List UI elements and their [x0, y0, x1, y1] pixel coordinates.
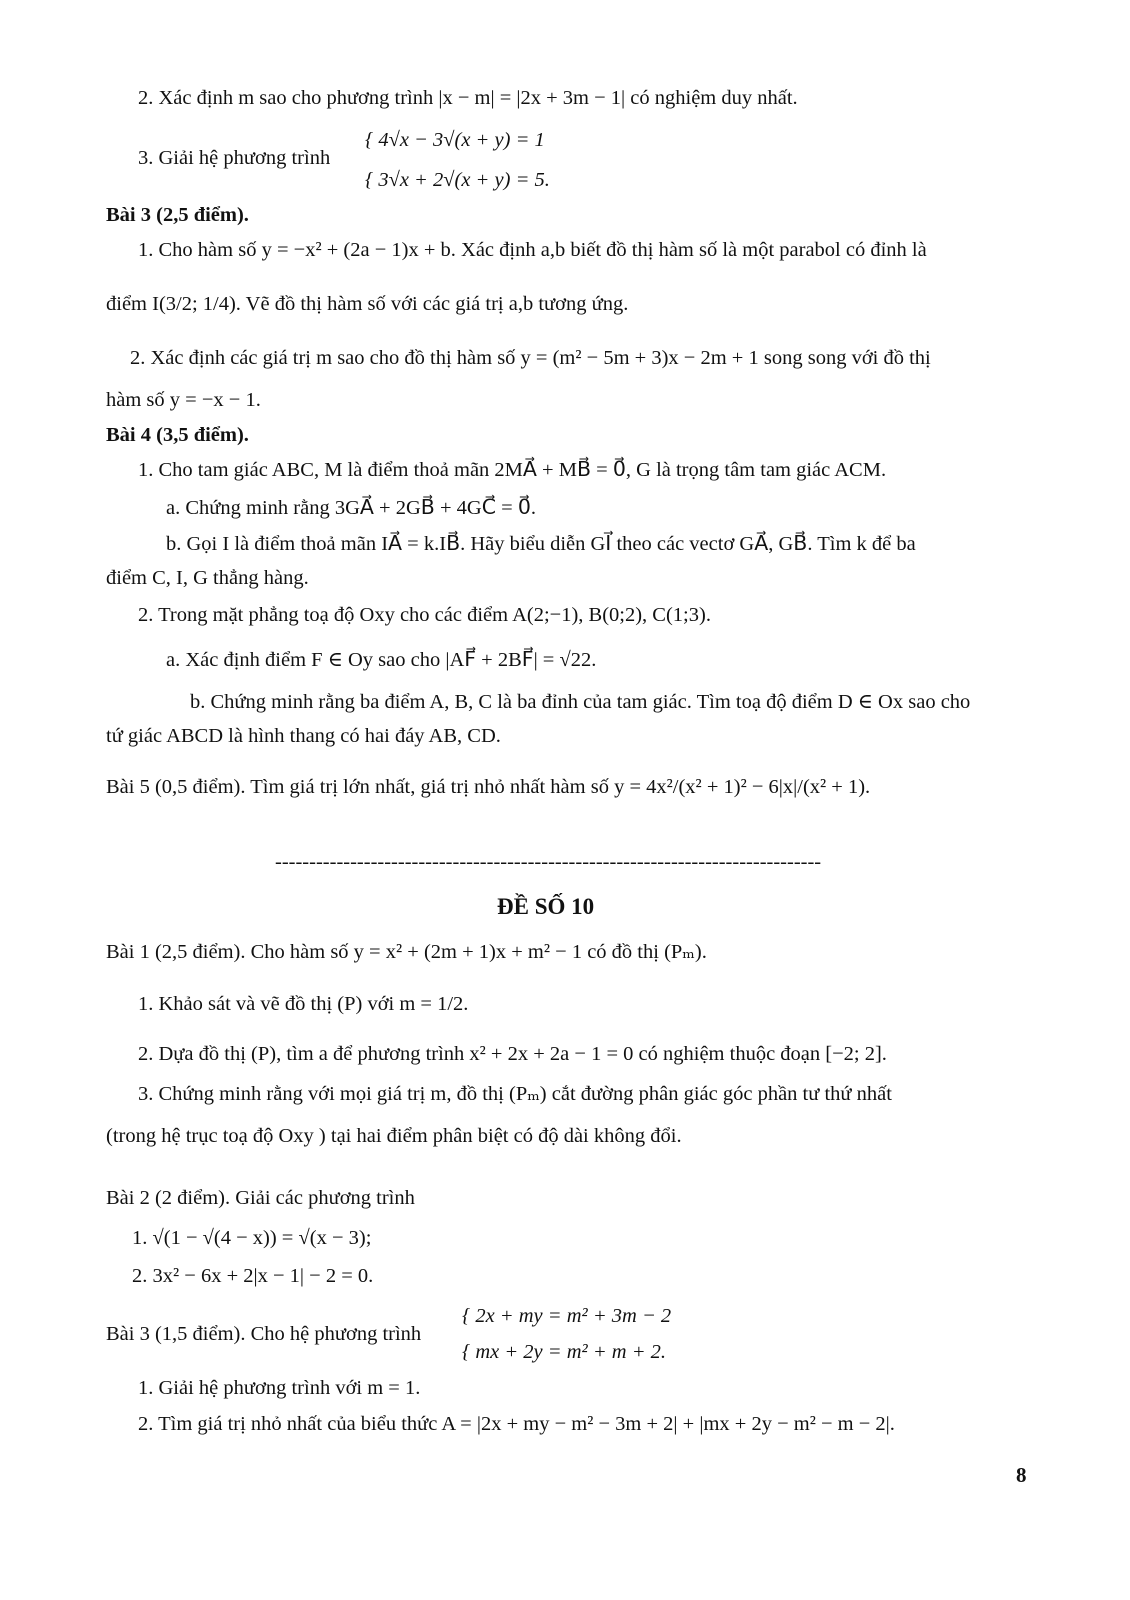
- line-25: 3. Chứng minh rằng với mọi giá trị m, đồ thị (Pₘ) cắt đường phân giác góc phần tư thứ nhất: [138, 1083, 892, 1105]
- section-heading: Bài 4 (3,5 điểm).: [106, 424, 249, 446]
- line-12: a. Chứng minh rằng 3GA⃗ + 2GB⃗ + 4GC⃗ = 0⃗.: [166, 497, 536, 519]
- line-15: 2. Trong mặt phẳng toạ độ Oxy cho các điểm A(2;−1), B(0;2), C(1;3).: [138, 604, 711, 626]
- line-8: 2. Xác định các giá trị m sao cho đồ thị hàm số y = (m² − 5m + 3)x − 2m + 1 song song với đồ thị: [130, 347, 931, 369]
- system-eq-4: { mx + 2y = m² + m + 2.: [462, 1341, 667, 1363]
- line-34: 2. Tìm giá trị nhỏ nhất của biểu thức A = |2x + my − m² − 3m + 2| + |mx + 2y − m² − m − 2|.: [138, 1413, 895, 1435]
- line-26: (trong hệ trục toạ độ Oxy ) tại hai điểm phân biệt có độ dài không đổi.: [106, 1125, 682, 1147]
- line-6: 1. Cho hàm số y = −x² + (2a − 1)x + b. Xác định a,b biết đồ thị hàm số là một parabol có đỉnh là: [138, 239, 927, 261]
- system-eq-1: { 4√x − 3√(x + y) = 1: [365, 129, 545, 151]
- line-2: 3. Giải hệ phương trình: [138, 147, 331, 169]
- line-28: 1. √(1 − √(4 − x)) = √(x − 3);: [132, 1227, 372, 1249]
- line-27: Bài 2 (2 điểm). Giải các phương trình: [106, 1187, 415, 1209]
- line-29: 2. 3x² − 6x + 2|x − 1| − 2 = 0.: [132, 1265, 374, 1287]
- line-13: b. Gọi I là điểm thoả mãn IA⃗ = k.IB⃗. Hãy biểu diễn GI⃗ theo các vectơ GA⃗, GB⃗. Tìm k để ba: [166, 533, 916, 555]
- system-eq-2: { 3√x + 2√(x + y) = 5.: [365, 169, 550, 191]
- line-7: điểm I(3/2; 1/4). Vẽ đồ thị hàm số với các giá trị a,b tương ứng.: [106, 293, 629, 315]
- section-heading: Bài 3 (2,5 điểm).: [106, 204, 249, 226]
- line-33: 1. Giải hệ phương trình với m = 1.: [138, 1377, 421, 1399]
- line-14: điểm C, I, G thẳng hàng.: [106, 567, 309, 589]
- line-9: hàm số y = −x − 1.: [106, 389, 261, 411]
- line-23: 1. Khảo sát và vẽ đồ thị (P) với m = 1/2.: [138, 993, 469, 1015]
- line-16: a. Xác định điểm F ∈ Oy sao cho |AF⃗ + 2BF⃗| = √22.: [166, 649, 597, 671]
- line-19: Bài 5 (0,5 điểm). Tìm giá trị lớn nhất, giá trị nhỏ nhất hàm số y = 4x²/(x² + 1)² − 6|x|/(x² + 1).: [106, 776, 871, 798]
- exam-title: ĐỀ SỐ 10: [497, 894, 595, 919]
- line-30: Bài 3 (1,5 điểm). Cho hệ phương trình: [106, 1323, 422, 1345]
- system-eq-3: { 2x + my = m² + 3m − 2: [462, 1305, 672, 1327]
- line-22: Bài 1 (2,5 điểm). Cho hàm số y = x² + (2m + 1)x + m² − 1 có đồ thị (Pₘ).: [106, 941, 707, 963]
- line-24: 2. Dựa đồ thị (P), tìm a để phương trình x² + 2x + 2a − 1 = 0 có nghiệm thuộc đoạn [−2; 2].: [138, 1043, 887, 1065]
- separator: --------------------------------------------------------------------------------: [275, 851, 822, 873]
- line-18: tứ giác ABCD là hình thang có hai đáy AB, CD.: [106, 725, 501, 747]
- line-1: 2. Xác định m sao cho phương trình |x − m| = |2x + 3m − 1| có nghiệm duy nhất.: [138, 87, 798, 109]
- line-11: 1. Cho tam giác ABC, M là điểm thoả mãn 2MA⃗ + MB⃗ = 0⃗, G là trọng tâm tam giác ACM.: [138, 459, 887, 481]
- page-number: 8: [1016, 1463, 1027, 1487]
- line-17: b. Chứng minh rằng ba điểm A, B, C là ba đỉnh của tam giác. Tìm toạ độ điểm D ∈ Ox sao cho: [190, 691, 971, 713]
